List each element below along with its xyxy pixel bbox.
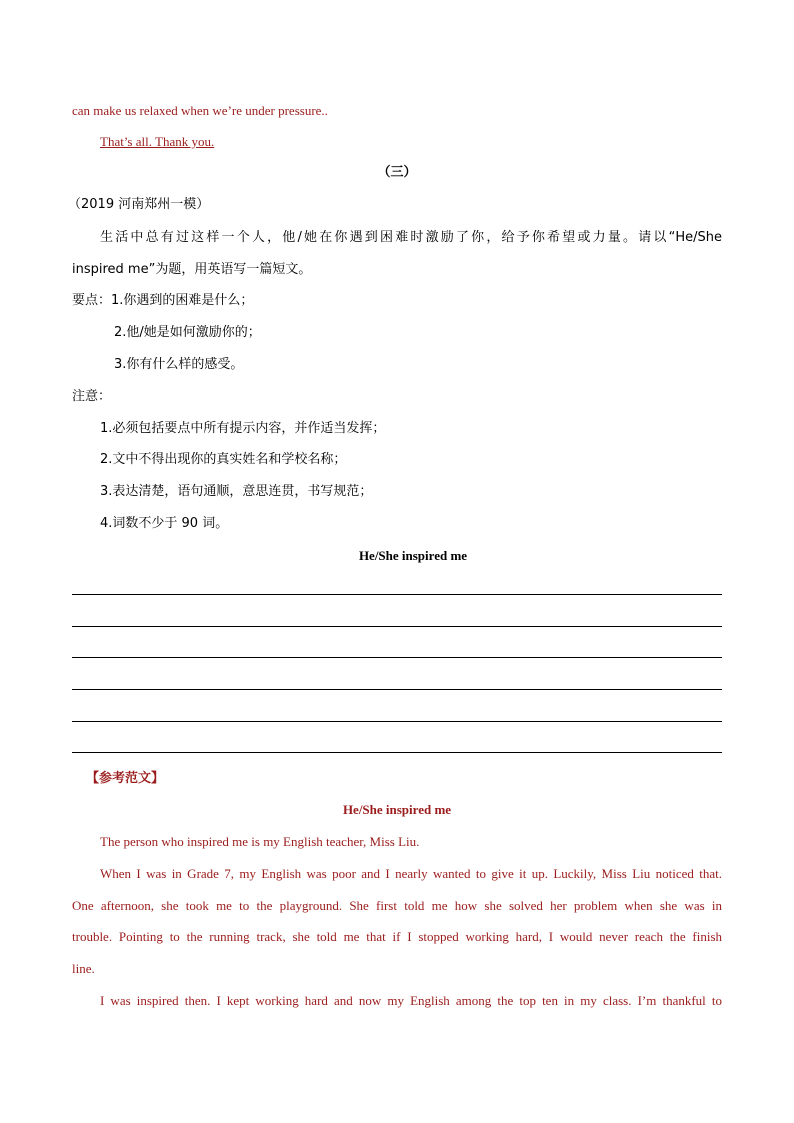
writing-line [72,721,722,722]
answer-paragraph-2-line: trouble. Pointing to the running track, she told me that if I stopped working hard, I would never reach the finish [72,929,722,944]
note-item: 4.词数不少于 90 词。 [100,516,229,531]
point-item: 2.他/她是如何激励你的； [114,325,261,340]
writing-line [72,626,722,627]
note-item: 1.必须包括要点中所有提示内容，并作适当发挥； [100,421,386,436]
note-item: 2.文中不得出现你的真实姓名和学校名称； [100,452,347,467]
writing-title: He/She inspired me [358,548,468,563]
answer-paragraph-2-line: line. [72,961,95,976]
writing-line [72,657,722,658]
writing-line [72,594,722,595]
answer-paragraph-2-line: One afternoon, she took me to the playground. She first told me how she solved her problem when she was in [72,898,722,913]
points-label: 要点： [72,293,112,308]
answer-title: He/She inspired me [342,802,452,817]
prompt-line-2: inspired me”为题，用英语写一篇短文。 [72,262,312,277]
writing-line [72,689,722,690]
point-item: 1.你遇到的困难是什么； [111,293,254,308]
note-item: 3.表达清楚，语句通顺，意思连贯，书写规范； [100,484,373,499]
previous-answer-closing: That’s all. Thank you. [100,134,215,149]
answer-paragraph-3-line: I was inspired then. I kept working hard and now my English among the top ten in my class. I’m thankful to [100,993,722,1008]
prompt-line-1: 生活中总有过这样一个人，他/她在你遇到困难时激励了你，给予你希望或力量。请以“He/She [100,230,722,245]
section-number: （三） [377,165,417,180]
writing-line [72,752,722,753]
section-source: （2019 河南郑州一模） [68,197,210,212]
point-item: 3.你有什么样的感受。 [114,357,244,372]
notes-label: 注意： [72,389,112,404]
previous-answer-line: can make us relaxed when we’re under pressure.. [72,103,328,118]
answer-label: 【参考范文】 [86,771,165,786]
answer-paragraph-2-line: When I was in Grade 7, my English was poor and I nearly wanted to give it up. Luckily, Miss Liu noticed that. [100,866,722,881]
answer-paragraph-1: The person who inspired me is my English teacher, Miss Liu. [100,834,420,849]
points-block [72,292,253,310]
